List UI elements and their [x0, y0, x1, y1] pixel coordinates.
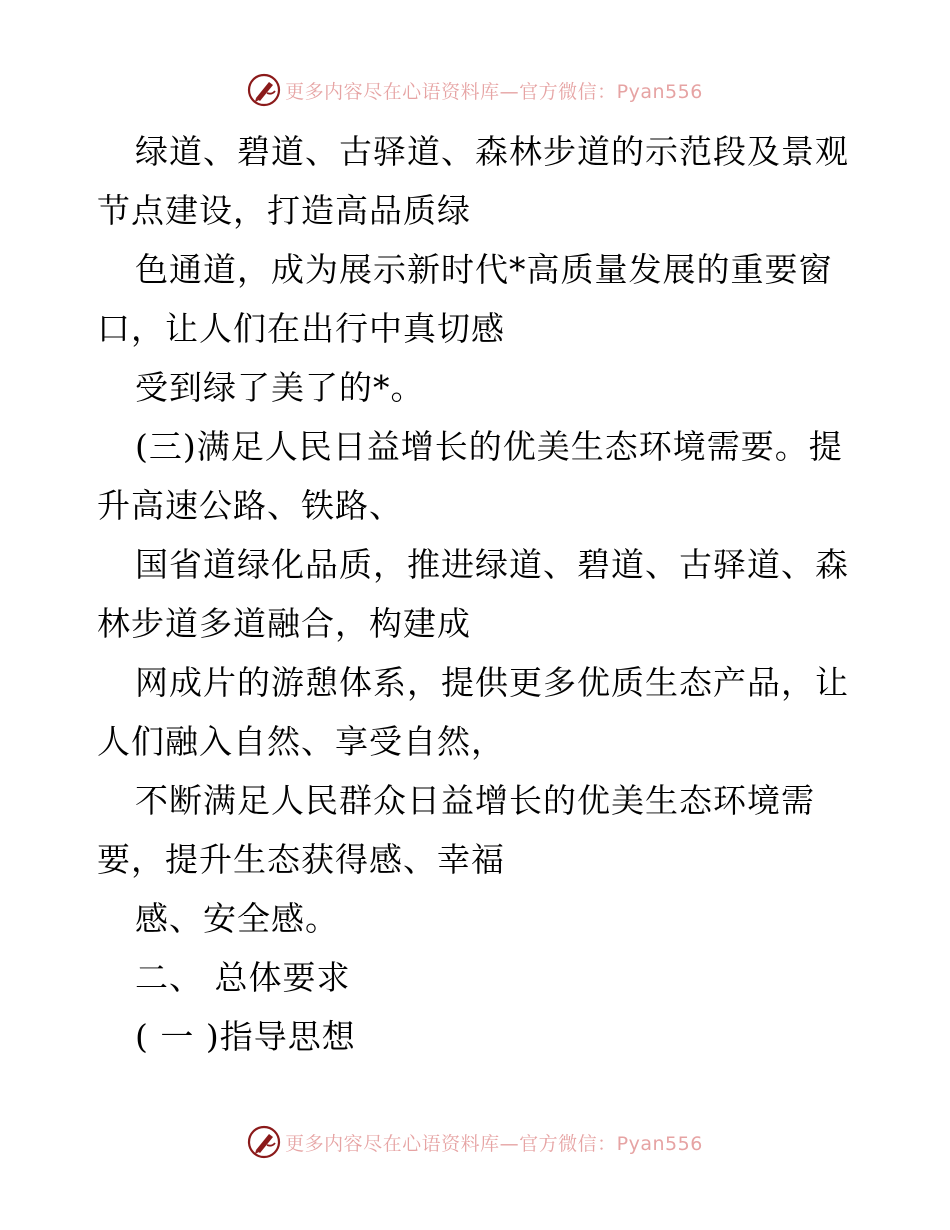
text-line: 人们融入自然、享受自然，	[97, 722, 505, 761]
text-line: 升高速公路、铁路、	[97, 486, 403, 525]
text-line: ( 一 )指导思想	[135, 1017, 356, 1056]
footer-watermark	[0, 1122, 950, 1162]
text-line: 口，让人们在出行中真切感	[97, 309, 505, 348]
text-line: 要，提升生态获得感、幸福	[97, 840, 505, 879]
text-line: 色通道，成为展示新时代*高质量发展的重要窗	[135, 250, 833, 289]
pen-logo-icon	[247, 73, 281, 107]
header-watermark	[0, 70, 950, 110]
text-line: 国省道绿化品质，推进绿道、碧道、古驿道、森	[135, 545, 849, 584]
pen-logo-icon	[247, 1125, 281, 1159]
text-line: 受到绿了美了的*。	[135, 368, 425, 407]
document-body	[97, 122, 857, 1066]
watermark-text: 更多内容尽在心语资料库—官方微信：Pyan556	[285, 1132, 703, 1155]
text-line: 林步道多道融合，构建成	[97, 604, 471, 643]
text-line: (三)满足人民日益增长的优美生态环境需要。提	[135, 427, 843, 466]
text-line: 网成片的游憩体系，提供更多优质生态产品，让	[135, 663, 849, 702]
text-line: 绿道、碧道、古驿道、森林步道的示范段及景观	[135, 132, 849, 171]
text-line: 节点建设，打造高品质绿	[97, 191, 471, 230]
text-line: 感、安全感。	[135, 899, 339, 938]
watermark-text: 更多内容尽在心语资料库—官方微信：Pyan556	[285, 80, 703, 103]
text-line: 二、 总体要求	[135, 958, 351, 997]
text-line: 不断满足人民群众日益增长的优美生态环境需	[135, 781, 815, 820]
